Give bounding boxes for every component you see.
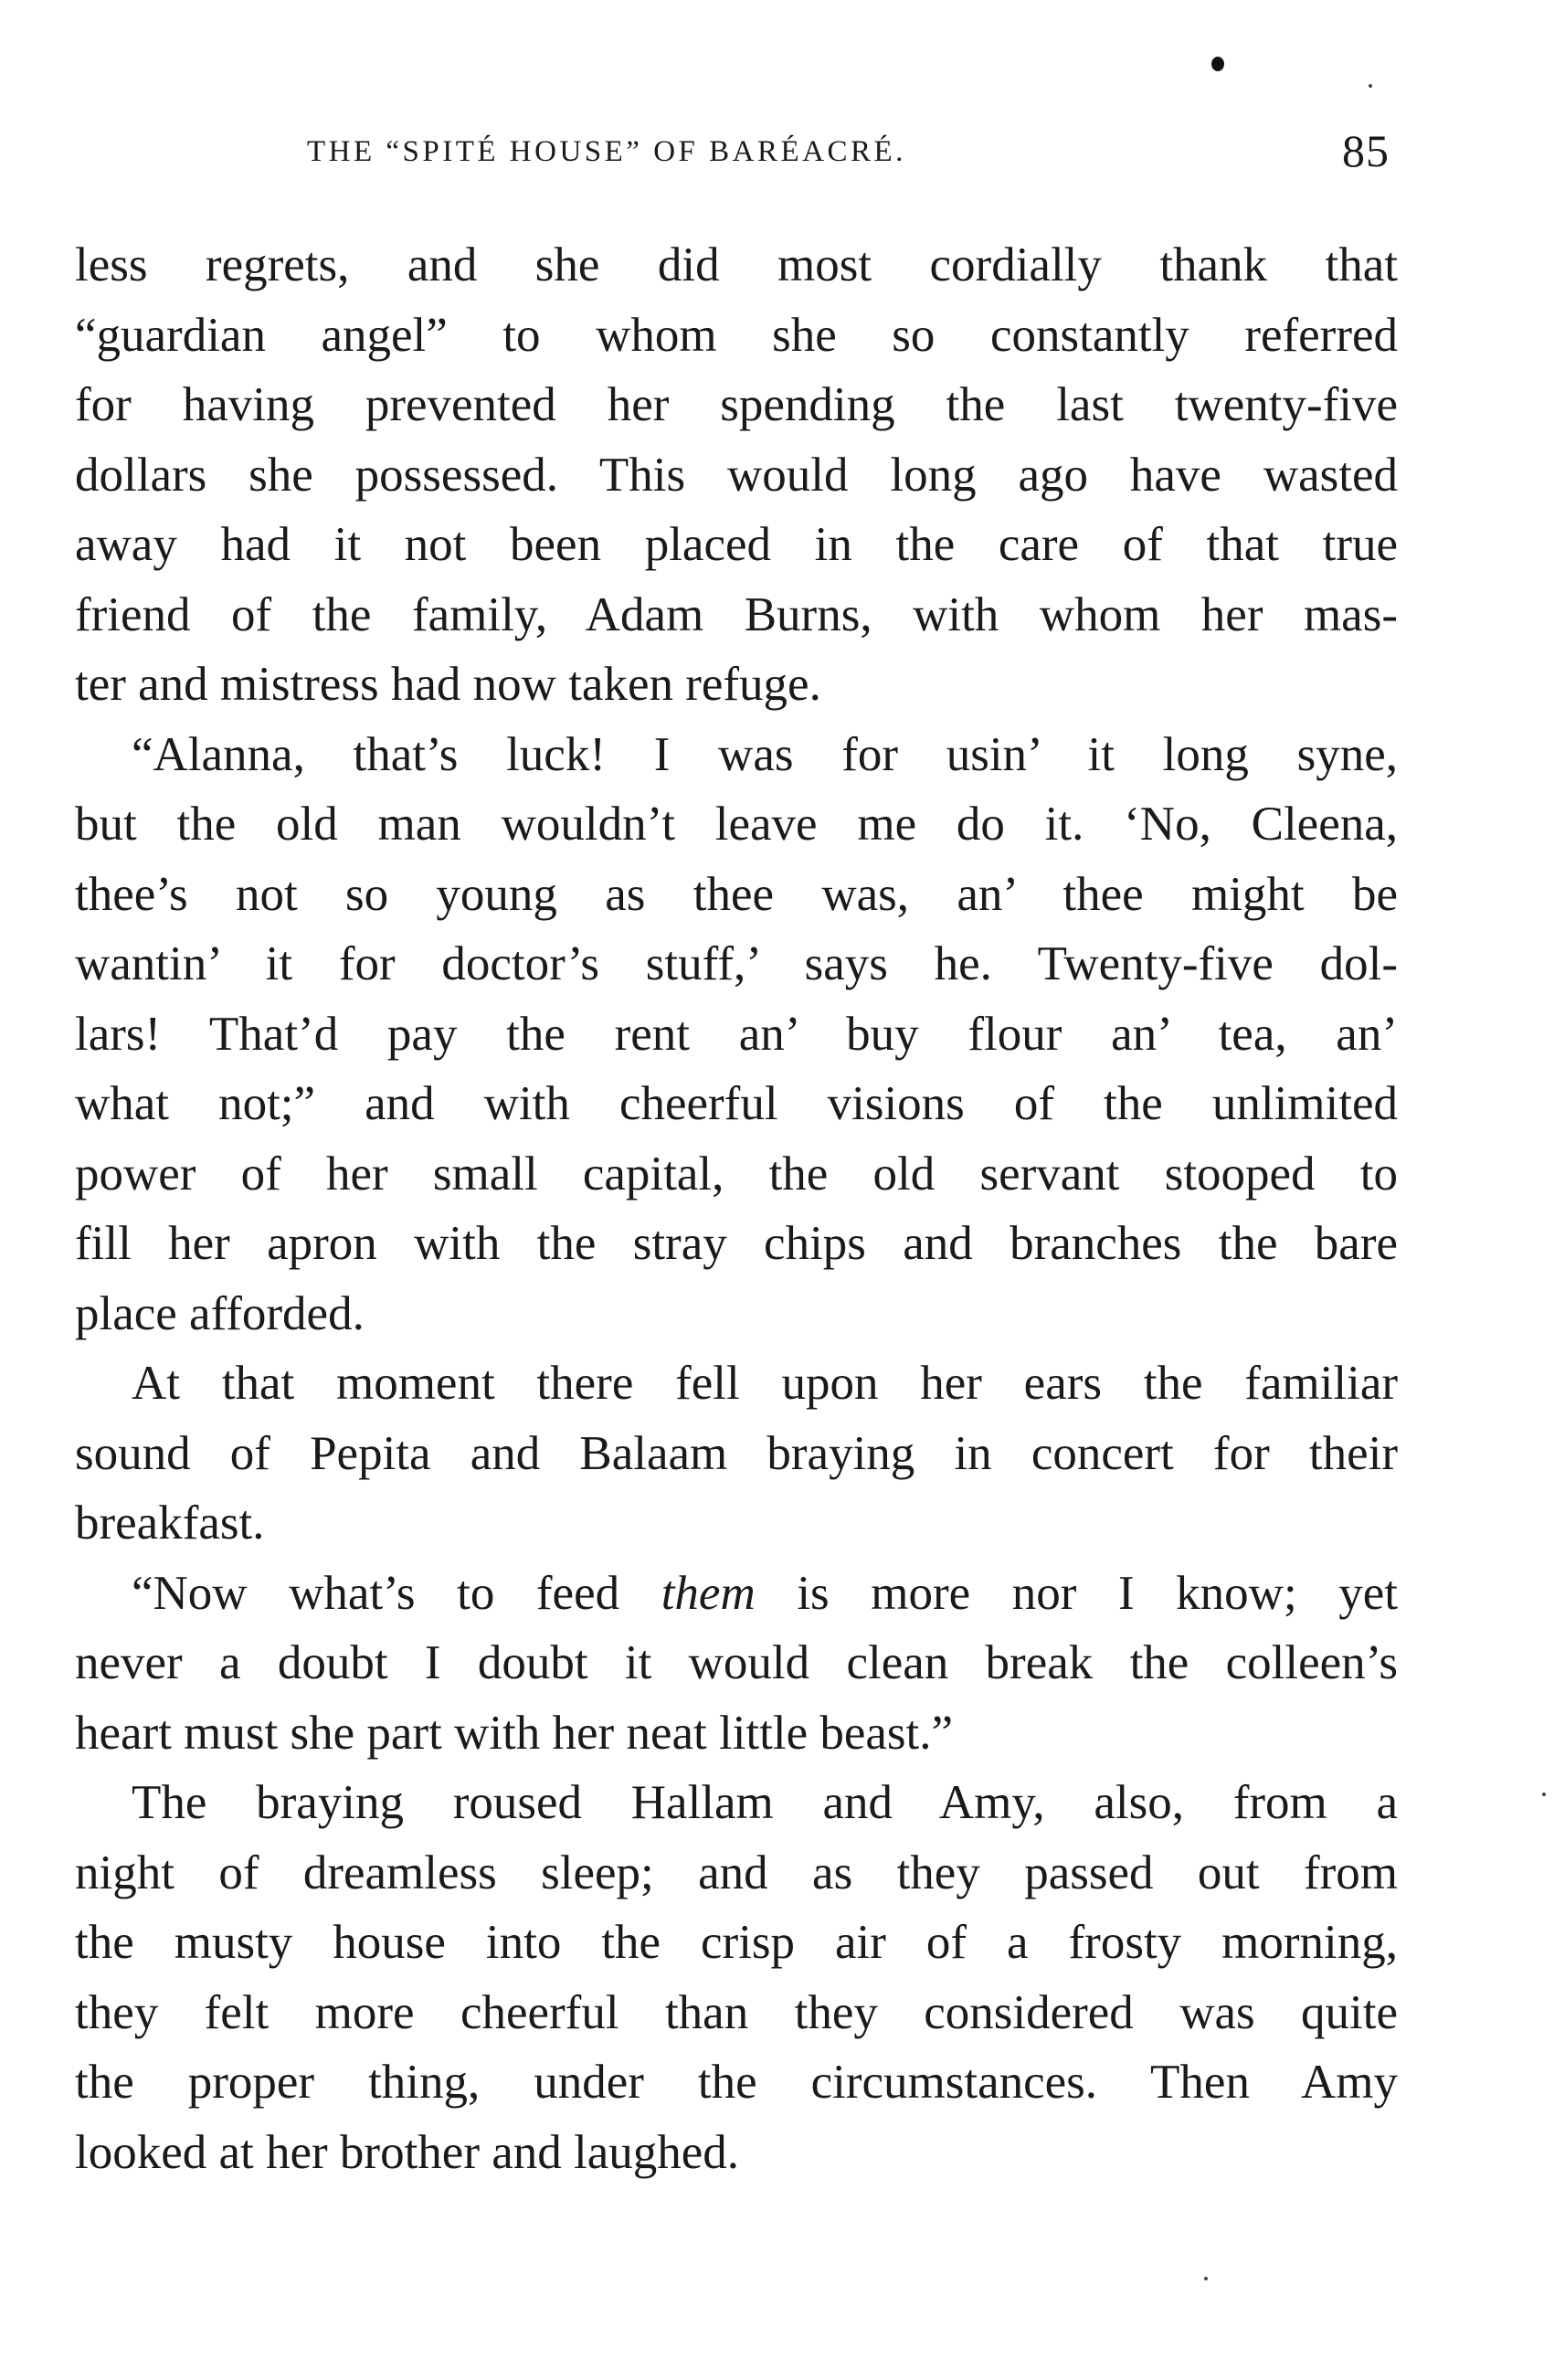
- text-line: “guardian angel” to whom she so constantly referred: [75, 308, 1398, 362]
- text-line: At that moment there fell upon her ears the familiar: [132, 1357, 1398, 1410]
- text-line: what not;” and with cheerful visions of the unlimited: [75, 1077, 1398, 1130]
- text-line: less regrets, and she did most cordially thank that: [75, 238, 1398, 291]
- italic-word: them: [661, 1566, 756, 1620]
- text-line: ter and mistress had now taken refuge.: [75, 658, 821, 711]
- ink-dot: [1211, 57, 1224, 71]
- text-line: thee’s not so young as thee was, an’ thee might be: [75, 867, 1398, 921]
- page-number: 85: [1342, 125, 1390, 176]
- text-line: friend of the family, Adam Burns, with whom her mas-: [75, 587, 1398, 641]
- paper-speck: [1369, 84, 1372, 88]
- text-line: “Alanna, that’s luck! I was for usin’ it long syne,: [132, 727, 1398, 781]
- text-line: night of dreamless sleep; and as they passed out from: [75, 1846, 1398, 1899]
- text-line: power of her small capital, the old servant stooped to: [75, 1147, 1398, 1201]
- text-segment: is more nor I know; yet: [755, 1566, 1399, 1620]
- text-segment: “Now what’s to feed: [132, 1566, 661, 1620]
- text-line: away had it not been placed in the care of that true: [75, 518, 1398, 571]
- text-line: looked at her brother and laughed.: [75, 2125, 740, 2179]
- paper-speck: [1204, 2277, 1208, 2280]
- text-line: breakfast.: [75, 1497, 265, 1550]
- text-line: the musty house into the crisp air of a frosty morning,: [75, 1916, 1398, 1969]
- text-line: for having prevented her spending the last twenty-five: [75, 378, 1398, 431]
- text-line: [75, 1559, 1398, 1629]
- text-line: place afforded.: [75, 1286, 365, 1340]
- text-line: sound of Pepita and Balaam braying in concert for their: [75, 1426, 1398, 1480]
- running-head: THE “SPITÉ HOUSE” OF BARÉACRÉ.: [307, 135, 906, 168]
- text-line: they felt more cheerful than they considered was quite: [75, 1985, 1398, 2039]
- text-line: the proper thing, under the circumstances. Then Amy: [75, 2056, 1398, 2109]
- text-line: dollars she possessed. This would long ago have wasted: [75, 448, 1398, 502]
- paper-speck: [1542, 1793, 1546, 1796]
- text-line: never a doubt I doubt it would clean break the colleen’s: [75, 1636, 1398, 1689]
- text-line: fill her apron with the stray chips and branches the bare: [75, 1217, 1398, 1270]
- text-line: The braying roused Hallam and Amy, also, from a: [132, 1776, 1398, 1829]
- text-line: heart must she part with her neat little beast.”: [75, 1706, 954, 1760]
- text-line: lars! That’d pay the rent an’ buy flour an’ tea, an’: [75, 1007, 1398, 1061]
- text-line: wantin’ it for doctor’s stuff,’ says he. Twenty-five dol-: [75, 937, 1398, 990]
- text-line: but the old man wouldn’t leave me do it. ‘No, Cleena,: [75, 798, 1398, 851]
- body-text: [75, 230, 1398, 2187]
- page-header: [307, 125, 1390, 183]
